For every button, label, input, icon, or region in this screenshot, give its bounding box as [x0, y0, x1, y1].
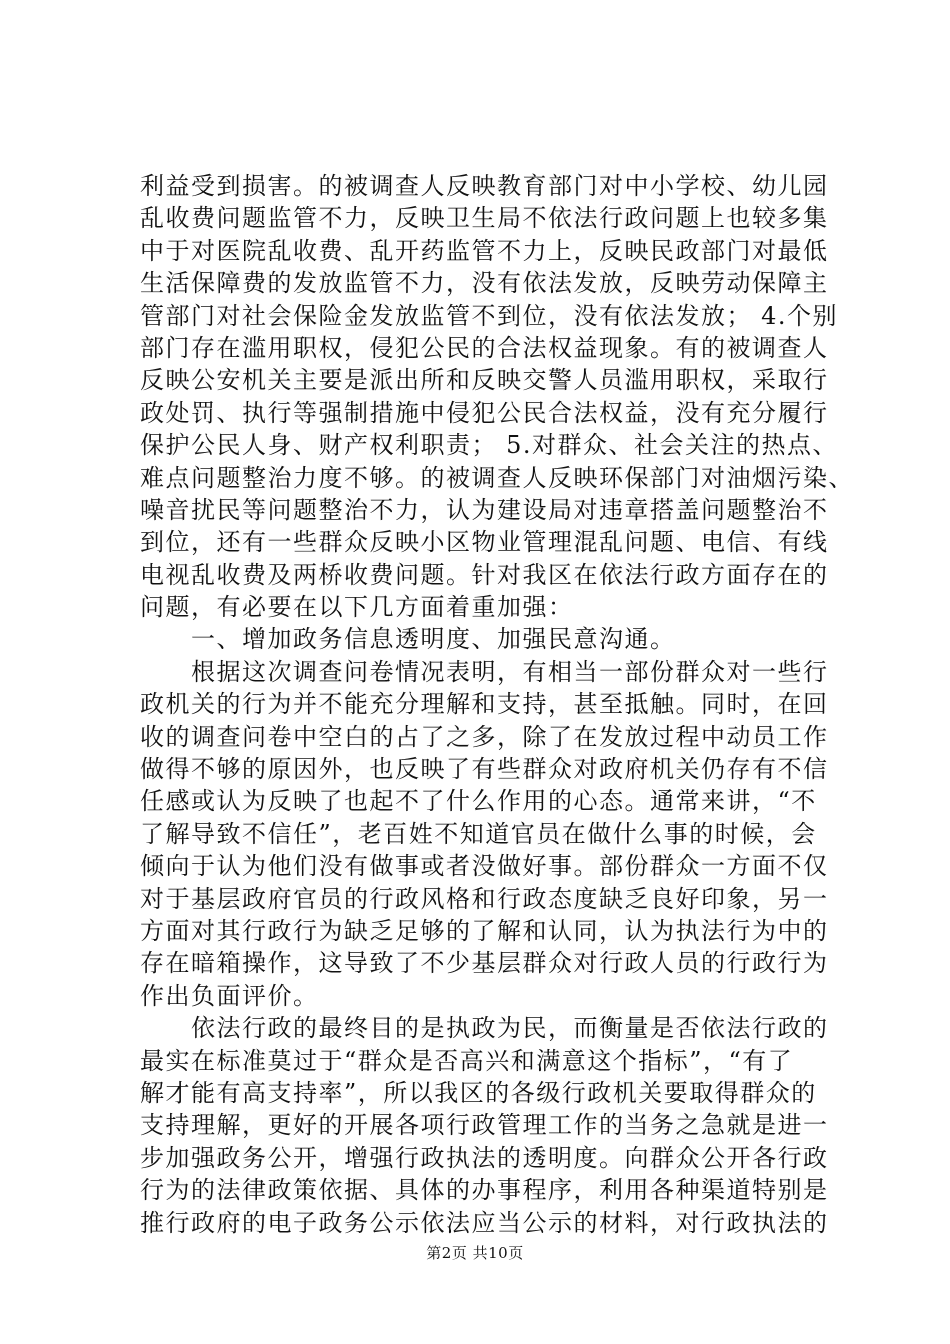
- text-line: 对于基层政府官员的行政风格和行政态度缺乏良好印象，另一: [140, 884, 829, 913]
- text-line: 乱收费问题监管不力，反映卫生局不依法行政问题上也较多集: [140, 204, 829, 233]
- text-line: 了解导致不信任”，老百姓不知道官员在做什么事的时候，会: [140, 819, 817, 848]
- text-line: 噪音扰民等问题整治不力，认为建设局对违章搭盖问题整治不: [140, 495, 829, 524]
- text-line: 最实在标准莫过于“群众是否高兴和满意这个指标”，“有了: [140, 1046, 794, 1075]
- text-line: 中于对医院乱收费、乱开药监管不力上，反映民政部门对最低: [140, 236, 829, 265]
- text-line: 收的调查问卷中空白的占了之多，除了在发放过程中动员工作: [140, 722, 829, 751]
- text-line: 电视乱收费及两桥收费问题。针对我区在依法行政方面存在的: [140, 560, 829, 589]
- text-line: 管部门对社会保险金发放监管不到位，没有依法发放； 4.个别: [140, 301, 839, 330]
- document-body: [140, 170, 854, 1239]
- text-line: 问题，有必要在以下几方面着重加强：: [140, 593, 574, 622]
- text-line: 到位，还有一些群众反映小区物业管理混乱问题、电信、有线: [140, 528, 829, 557]
- text-line: 依法行政的最终目的是执政为民，而衡量是否依法行政的: [140, 1014, 829, 1043]
- section-heading: 一、增加政务信息透明度、加强民意沟通。: [140, 625, 676, 654]
- text-line: 部门存在滥用职权，侵犯公民的合法权益现象。有的被调查人: [140, 333, 829, 362]
- text-line: 步加强政务公开，增强行政执法的透明度。向群众公开各行政: [140, 1143, 829, 1172]
- text-line: 利益受到损害。的被调查人反映教育部门对中小学校、幼儿园: [140, 172, 829, 200]
- page-footer: 第2页 共10页: [426, 1244, 524, 1262]
- text-line: 生活保障费的发放监管不力，没有依法发放，反映劳动保障主: [140, 269, 829, 298]
- text-line: 存在暗箱操作，这导致了不少基层群众对行政人员的行政行为: [140, 949, 829, 978]
- text-line: 做得不够的原因外，也反映了有些群众对政府机关仍存有不信: [140, 755, 829, 784]
- text-line: 根据这次调查问卷情况表明，有相当一部份群众对一些行: [140, 657, 829, 686]
- text-line: 行为的法律政策依据、具体的办事程序，利用各种渠道特别是: [140, 1176, 829, 1205]
- text-line: 推行政府的电子政务公示依法应当公示的材料，对行政执法的: [140, 1208, 829, 1237]
- text-line: 解才能有高支持率”，所以我区的各级行政机关要取得群众的: [140, 1078, 817, 1107]
- text-line: 任感或认为反映了也起不了什么作用的心态。通常来讲，“不: [140, 787, 817, 816]
- text-line: 难点问题整治力度不够。的被调查人反映环保部门对油烟污染、: [140, 463, 854, 492]
- text-line: 倾向于认为他们没有做事或者没做好事。部份群众一方面不仅: [140, 852, 829, 881]
- text-line: 方面对其行政行为缺乏足够的了解和认同，认为执法行为中的: [140, 916, 829, 945]
- text-line: 保护公民人身、财产权利职责； 5.对群众、社会关注的热点、: [140, 431, 839, 460]
- text-line: 反映公安机关主要是派出所和反映交警人员滥用职权，采取行: [140, 366, 829, 395]
- text-line: 政机关的行为并不能充分理解和支持，甚至抵触。同时，在回: [140, 690, 829, 719]
- text-line: 政处罚、执行等强制措施中侵犯公民合法权益，没有充分履行: [140, 398, 829, 427]
- text-line: 支持理解，更好的开展各项行政管理工作的当务之急就是进一: [140, 1111, 829, 1140]
- text-line: 作出负面评价。: [140, 981, 319, 1010]
